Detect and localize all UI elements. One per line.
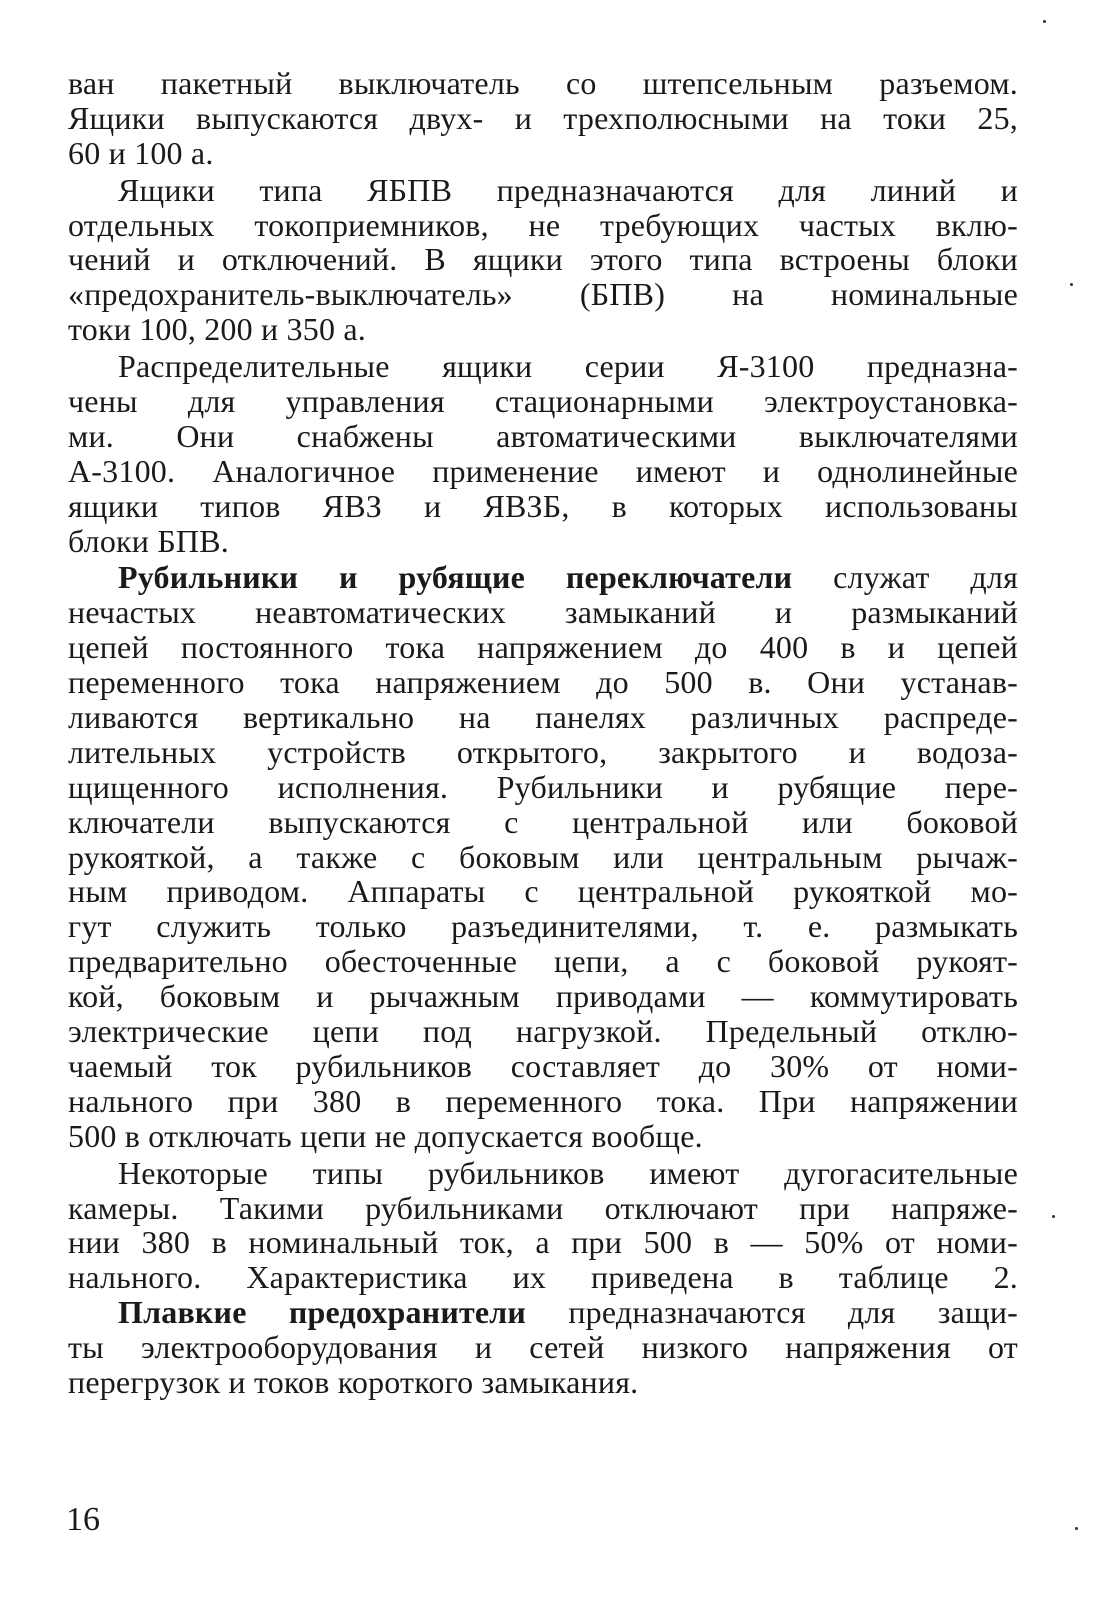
text-line: электрические цепи под нагрузкой. Предельный отклю- (68, 1013, 1018, 1050)
text-line: кой, боковым и рычажным приводами — коммутировать (68, 978, 1018, 1015)
text-line: Некоторые типы рубильников имеют дугогасительные (118, 1154, 1018, 1191)
text-line: 60 и 100 а. (68, 134, 214, 171)
bold-term: Рубильники и рубящие переключатели (118, 559, 793, 596)
text-line: ми. Они снабжены автоматическими выключателями (68, 417, 1018, 454)
paragraph-ybpv (68, 173, 1018, 347)
text-line: токи 100, 200 и 350 а. (68, 311, 366, 348)
bold-term: Плавкие предохранители (118, 1294, 527, 1331)
text-line: 500 в отключать цепи не допускается вообще. (68, 1117, 703, 1154)
paragraph-continuation (68, 66, 1018, 171)
paragraph-fuses (68, 1295, 1018, 1400)
text-line (68, 1295, 1018, 1330)
text-line: переменного тока напряжением до 500 в. Они устанав- (68, 664, 1018, 701)
paragraph-ya3100 (68, 349, 1018, 558)
text-line: чений и отключений. В ящики этого типа встроены блоки (68, 241, 1018, 278)
text-line: гут служить только разъединителями, т. е. размыкать (68, 908, 1018, 945)
text-line (68, 560, 1018, 595)
text-line: ным приводом. Аппараты с центральной рукояткой мо- (68, 873, 1018, 910)
scan-speck (1043, 20, 1046, 23)
scan-speck (1052, 1215, 1055, 1218)
page-text (68, 66, 1018, 1536)
text-line: щищенного исполнения. Рубильники и рубящие пере- (68, 768, 1018, 805)
scan-speck (1075, 1527, 1078, 1530)
text-line: Ящики типа ЯБПВ предназначаются для линий и (118, 171, 1018, 208)
text-line: ты электрооборудования и сетей низкого напряжения от (68, 1329, 1018, 1366)
text-line: нечастых неавтоматических замыканий и размыканий (68, 594, 1018, 631)
paragraph-switches (68, 560, 1018, 1153)
page-number: 16 (66, 1501, 100, 1538)
text-line: отдельных токоприемников, не требующих частых вклю- (68, 206, 1018, 243)
text-line: чены для управления стационарными электроустановка- (68, 383, 1018, 420)
text-line: нального при 380 в переменного тока. При напряжении (68, 1082, 1018, 1119)
text-line: нального. Характеристика их приведена в таблице 2. (68, 1259, 1018, 1296)
text-line: Ящики выпускаются двух- и трехполюсными на токи 25, (68, 99, 1018, 136)
text-line: Распределительные ящики серии Я-3100 предназна- (118, 348, 1018, 385)
text-line: А-3100. Аналогичное применение имеют и однолинейные (68, 452, 1018, 489)
text-line: рукояткой, а также с боковым или центральным рычаж- (68, 838, 1018, 875)
text-line: ливаются вертикально на панелях различных распреде- (68, 699, 1018, 736)
text-line: перегрузок и токов короткого замыкания. (68, 1363, 639, 1400)
paragraph-arc-chambers (68, 1156, 1018, 1296)
text-line: предварительно обесточенные цепи, а с боковой рукоят- (68, 943, 1018, 980)
text-fragment: служат для (792, 559, 1018, 596)
text-line: чаемый ток рубильников составляет до 30% от номи- (68, 1047, 1018, 1084)
scan-speck (1070, 283, 1073, 286)
text-line: «предохранитель-выключатель» (БПВ) на номинальные (68, 276, 1018, 313)
text-line: ключатели выпускаются с центральной или боковой (68, 803, 1018, 840)
text-line: лительных устройств открытого, закрытого и водоза- (68, 733, 1018, 770)
text-line: ван пакетный выключатель со штепсельным разъемом. (68, 65, 1018, 101)
text-line: цепей постоянного тока напряжением до 400 в и цепей (68, 629, 1018, 666)
text-line: нии 380 в номинальный ток, а при 500 в — 50% от номи- (68, 1224, 1018, 1261)
text-line: ящики типов ЯВЗ и ЯВЗБ, в которых использованы (68, 487, 1018, 524)
text-line: камеры. Такими рубильниками отключают при напряже- (68, 1189, 1018, 1226)
text-line: блоки БПВ. (68, 522, 229, 559)
text-fragment: предназначаются для защи- (526, 1294, 1019, 1331)
